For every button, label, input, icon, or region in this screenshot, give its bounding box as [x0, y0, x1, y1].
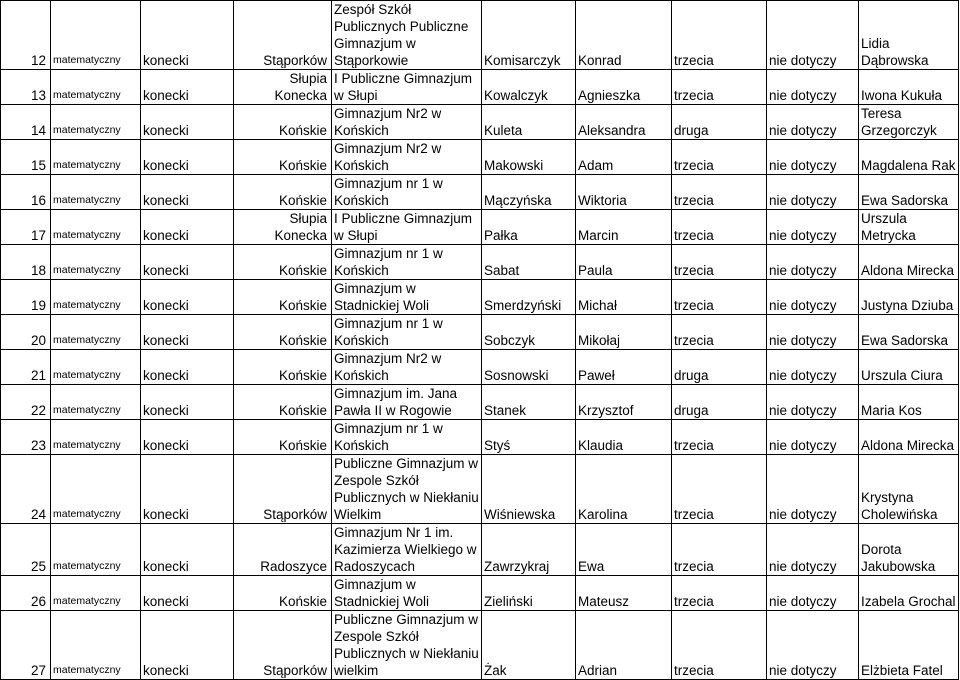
school-cell: Gimnazjum nr 1 w Końskich	[332, 420, 482, 455]
town-cell: Radoszyce	[234, 524, 332, 576]
county-cell: konecki	[141, 455, 234, 524]
row-number: 25	[1, 524, 51, 576]
class-cell: druga	[672, 385, 767, 420]
first-name-cell: Michał	[576, 280, 672, 315]
town-cell: Stąporków	[234, 455, 332, 524]
last-name-cell: Pałka	[482, 210, 576, 245]
row-number: 12	[1, 1, 51, 70]
class-cell: trzecia	[672, 611, 767, 680]
school-cell: I Publiczne Gimnazjum w Słupi	[332, 210, 482, 245]
table-row	[1, 315, 959, 350]
subject-cell: matematyczny	[51, 245, 141, 280]
table-row	[1, 175, 959, 210]
table-row	[1, 611, 959, 680]
school-cell: Publiczne Gimnazjum w Zespole Szkół Publicznych w Niekłaniu wielkim	[332, 611, 482, 680]
row-number: 21	[1, 350, 51, 385]
last-name-cell: Makowski	[482, 140, 576, 175]
class-cell: trzecia	[672, 280, 767, 315]
status-cell: nie dotyczy	[767, 210, 859, 245]
county-cell: konecki	[141, 210, 234, 245]
teacher-cell: Ewa Sadorska	[859, 175, 959, 210]
county-cell: konecki	[141, 524, 234, 576]
status-cell: nie dotyczy	[767, 140, 859, 175]
class-cell: trzecia	[672, 140, 767, 175]
school-cell: Gimnazjum im. Jana Pawła II w Rogowie	[332, 385, 482, 420]
row-number: 13	[1, 70, 51, 105]
town-cell: Końskie	[234, 385, 332, 420]
subject-cell: matematyczny	[51, 280, 141, 315]
teacher-cell: Lidia Dąbrowska	[859, 1, 959, 70]
subject-cell: matematyczny	[51, 70, 141, 105]
row-number: 22	[1, 385, 51, 420]
last-name-cell: Smerdzyński	[482, 280, 576, 315]
subject-cell: matematyczny	[51, 140, 141, 175]
town-cell: Końskie	[234, 350, 332, 385]
first-name-cell: Krzysztof	[576, 385, 672, 420]
teacher-cell: Izabela Grochal	[859, 576, 959, 611]
subject-cell: matematyczny	[51, 524, 141, 576]
first-name-cell: Mateusz	[576, 576, 672, 611]
subject-cell: matematyczny	[51, 175, 141, 210]
subject-cell: matematyczny	[51, 611, 141, 680]
last-name-cell: Zieliński	[482, 576, 576, 611]
town-cell: Słupia Konecka	[234, 70, 332, 105]
school-cell: Publiczne Gimnazjum w Zespole Szkół Publicznych w Niekłaniu Wielkim	[332, 455, 482, 524]
table-row	[1, 210, 959, 245]
school-cell: Gimnazjum Nr2 w Końskich	[332, 105, 482, 140]
first-name-cell: Karolina	[576, 455, 672, 524]
row-number: 18	[1, 245, 51, 280]
county-cell: konecki	[141, 315, 234, 350]
table-row	[1, 385, 959, 420]
last-name-cell: Sosnowski	[482, 350, 576, 385]
teacher-cell: Teresa Grzegorczyk	[859, 105, 959, 140]
last-name-cell: Stanek	[482, 385, 576, 420]
subject-cell: matematyczny	[51, 385, 141, 420]
county-cell: konecki	[141, 1, 234, 70]
last-name-cell: Kowalczyk	[482, 70, 576, 105]
table-row	[1, 420, 959, 455]
class-cell: trzecia	[672, 1, 767, 70]
subject-cell: matematyczny	[51, 105, 141, 140]
county-cell: konecki	[141, 70, 234, 105]
first-name-cell: Adam	[576, 140, 672, 175]
row-number: 27	[1, 611, 51, 680]
status-cell: nie dotyczy	[767, 175, 859, 210]
table-row	[1, 105, 959, 140]
status-cell: nie dotyczy	[767, 350, 859, 385]
class-cell: druga	[672, 105, 767, 140]
row-number: 14	[1, 105, 51, 140]
status-cell: nie dotyczy	[767, 524, 859, 576]
subject-cell: matematyczny	[51, 1, 141, 70]
table-row	[1, 576, 959, 611]
class-cell: druga	[672, 350, 767, 385]
school-cell: Gimnazjum Nr 1 im. Kazimierza Wielkiego w Radoszycach	[332, 524, 482, 576]
teacher-cell: Justyna Dziuba	[859, 280, 959, 315]
subject-cell: matematyczny	[51, 210, 141, 245]
county-cell: konecki	[141, 385, 234, 420]
first-name-cell: Wiktoria	[576, 175, 672, 210]
school-cell: Zespół Szkół Publicznych Publiczne Gimnazjum w Stąporkowie	[332, 1, 482, 70]
last-name-cell: Wiśniewska	[482, 455, 576, 524]
last-name-cell: Sabat	[482, 245, 576, 280]
last-name-cell: Komisarczyk	[482, 1, 576, 70]
county-cell: konecki	[141, 280, 234, 315]
county-cell: konecki	[141, 245, 234, 280]
teacher-cell: Aldona Mirecka	[859, 245, 959, 280]
school-cell: Gimnazjum w Stadnickiej Woli	[332, 280, 482, 315]
school-cell: Gimnazjum nr 1 w Końskich	[332, 175, 482, 210]
table-row	[1, 1, 959, 70]
teacher-cell: Maria Kos	[859, 385, 959, 420]
table-row	[1, 280, 959, 315]
subject-cell: matematyczny	[51, 420, 141, 455]
town-cell: Końskie	[234, 175, 332, 210]
status-cell: nie dotyczy	[767, 420, 859, 455]
town-cell: Końskie	[234, 140, 332, 175]
row-number: 16	[1, 175, 51, 210]
table-row	[1, 524, 959, 576]
row-number: 23	[1, 420, 51, 455]
class-cell: trzecia	[672, 245, 767, 280]
county-cell: konecki	[141, 105, 234, 140]
first-name-cell: Konrad	[576, 1, 672, 70]
status-cell: nie dotyczy	[767, 611, 859, 680]
town-cell: Stąporków	[234, 1, 332, 70]
county-cell: konecki	[141, 140, 234, 175]
school-cell: Gimnazjum Nr2 w Końskich	[332, 350, 482, 385]
last-name-cell: Zawrzykraj	[482, 524, 576, 576]
class-cell: trzecia	[672, 576, 767, 611]
table-row	[1, 350, 959, 385]
teacher-cell: Iwona Kukuła	[859, 70, 959, 105]
school-cell: Gimnazjum w Stadnickiej Woli	[332, 576, 482, 611]
school-cell: Gimnazjum nr 1 w Końskich	[332, 315, 482, 350]
table-row	[1, 245, 959, 280]
subject-cell: matematyczny	[51, 455, 141, 524]
class-cell: trzecia	[672, 524, 767, 576]
town-cell: Końskie	[234, 315, 332, 350]
teacher-cell: Ewa Sadorska	[859, 315, 959, 350]
teacher-cell: Aldona Mirecka	[859, 420, 959, 455]
town-cell: Końskie	[234, 245, 332, 280]
first-name-cell: Marcin	[576, 210, 672, 245]
teacher-cell: Magdalena Rak	[859, 140, 959, 175]
class-cell: trzecia	[672, 175, 767, 210]
first-name-cell: Klaudia	[576, 420, 672, 455]
status-cell: nie dotyczy	[767, 105, 859, 140]
town-cell: Słupia Konecka	[234, 210, 332, 245]
row-number: 26	[1, 576, 51, 611]
teacher-cell: Urszula Metrycka	[859, 210, 959, 245]
town-cell: Końskie	[234, 576, 332, 611]
last-name-cell: Styś	[482, 420, 576, 455]
town-cell: Końskie	[234, 420, 332, 455]
teacher-cell: Krystyna Cholewińska	[859, 455, 959, 524]
first-name-cell: Ewa	[576, 524, 672, 576]
county-cell: konecki	[141, 576, 234, 611]
town-cell: Stąporków	[234, 611, 332, 680]
class-cell: trzecia	[672, 70, 767, 105]
row-number: 24	[1, 455, 51, 524]
table-row	[1, 70, 959, 105]
class-cell: trzecia	[672, 455, 767, 524]
status-cell: nie dotyczy	[767, 455, 859, 524]
row-number: 19	[1, 280, 51, 315]
status-cell: nie dotyczy	[767, 70, 859, 105]
status-cell: nie dotyczy	[767, 245, 859, 280]
county-cell: konecki	[141, 175, 234, 210]
subject-cell: matematyczny	[51, 315, 141, 350]
status-cell: nie dotyczy	[767, 576, 859, 611]
class-cell: trzecia	[672, 315, 767, 350]
status-cell: nie dotyczy	[767, 315, 859, 350]
status-cell: nie dotyczy	[767, 1, 859, 70]
status-cell: nie dotyczy	[767, 385, 859, 420]
status-cell: nie dotyczy	[767, 280, 859, 315]
first-name-cell: Agnieszka	[576, 70, 672, 105]
row-number: 20	[1, 315, 51, 350]
class-cell: trzecia	[672, 210, 767, 245]
town-cell: Końskie	[234, 280, 332, 315]
table-row	[1, 140, 959, 175]
table-row	[1, 455, 959, 524]
last-name-cell: Sobczyk	[482, 315, 576, 350]
first-name-cell: Adrian	[576, 611, 672, 680]
teacher-cell: Urszula Ciura	[859, 350, 959, 385]
last-name-cell: Mączyńska	[482, 175, 576, 210]
last-name-cell: Żak	[482, 611, 576, 680]
county-cell: konecki	[141, 350, 234, 385]
row-number: 15	[1, 140, 51, 175]
first-name-cell: Aleksandra	[576, 105, 672, 140]
town-cell: Końskie	[234, 105, 332, 140]
first-name-cell: Paweł	[576, 350, 672, 385]
teacher-cell: Elżbieta Fatel	[859, 611, 959, 680]
last-name-cell: Kuleta	[482, 105, 576, 140]
class-cell: trzecia	[672, 420, 767, 455]
subject-cell: matematyczny	[51, 350, 141, 385]
county-cell: konecki	[141, 420, 234, 455]
subject-cell: matematyczny	[51, 576, 141, 611]
school-cell: Gimnazjum nr 1 w Końskich	[332, 245, 482, 280]
school-cell: Gimnazjum Nr2 w Końskich	[332, 140, 482, 175]
first-name-cell: Mikołaj	[576, 315, 672, 350]
teacher-cell: Dorota Jakubowska	[859, 524, 959, 576]
school-cell: I Publiczne Gimnazjum w Słupi	[332, 70, 482, 105]
first-name-cell: Paula	[576, 245, 672, 280]
row-number: 17	[1, 210, 51, 245]
county-cell: konecki	[141, 611, 234, 680]
